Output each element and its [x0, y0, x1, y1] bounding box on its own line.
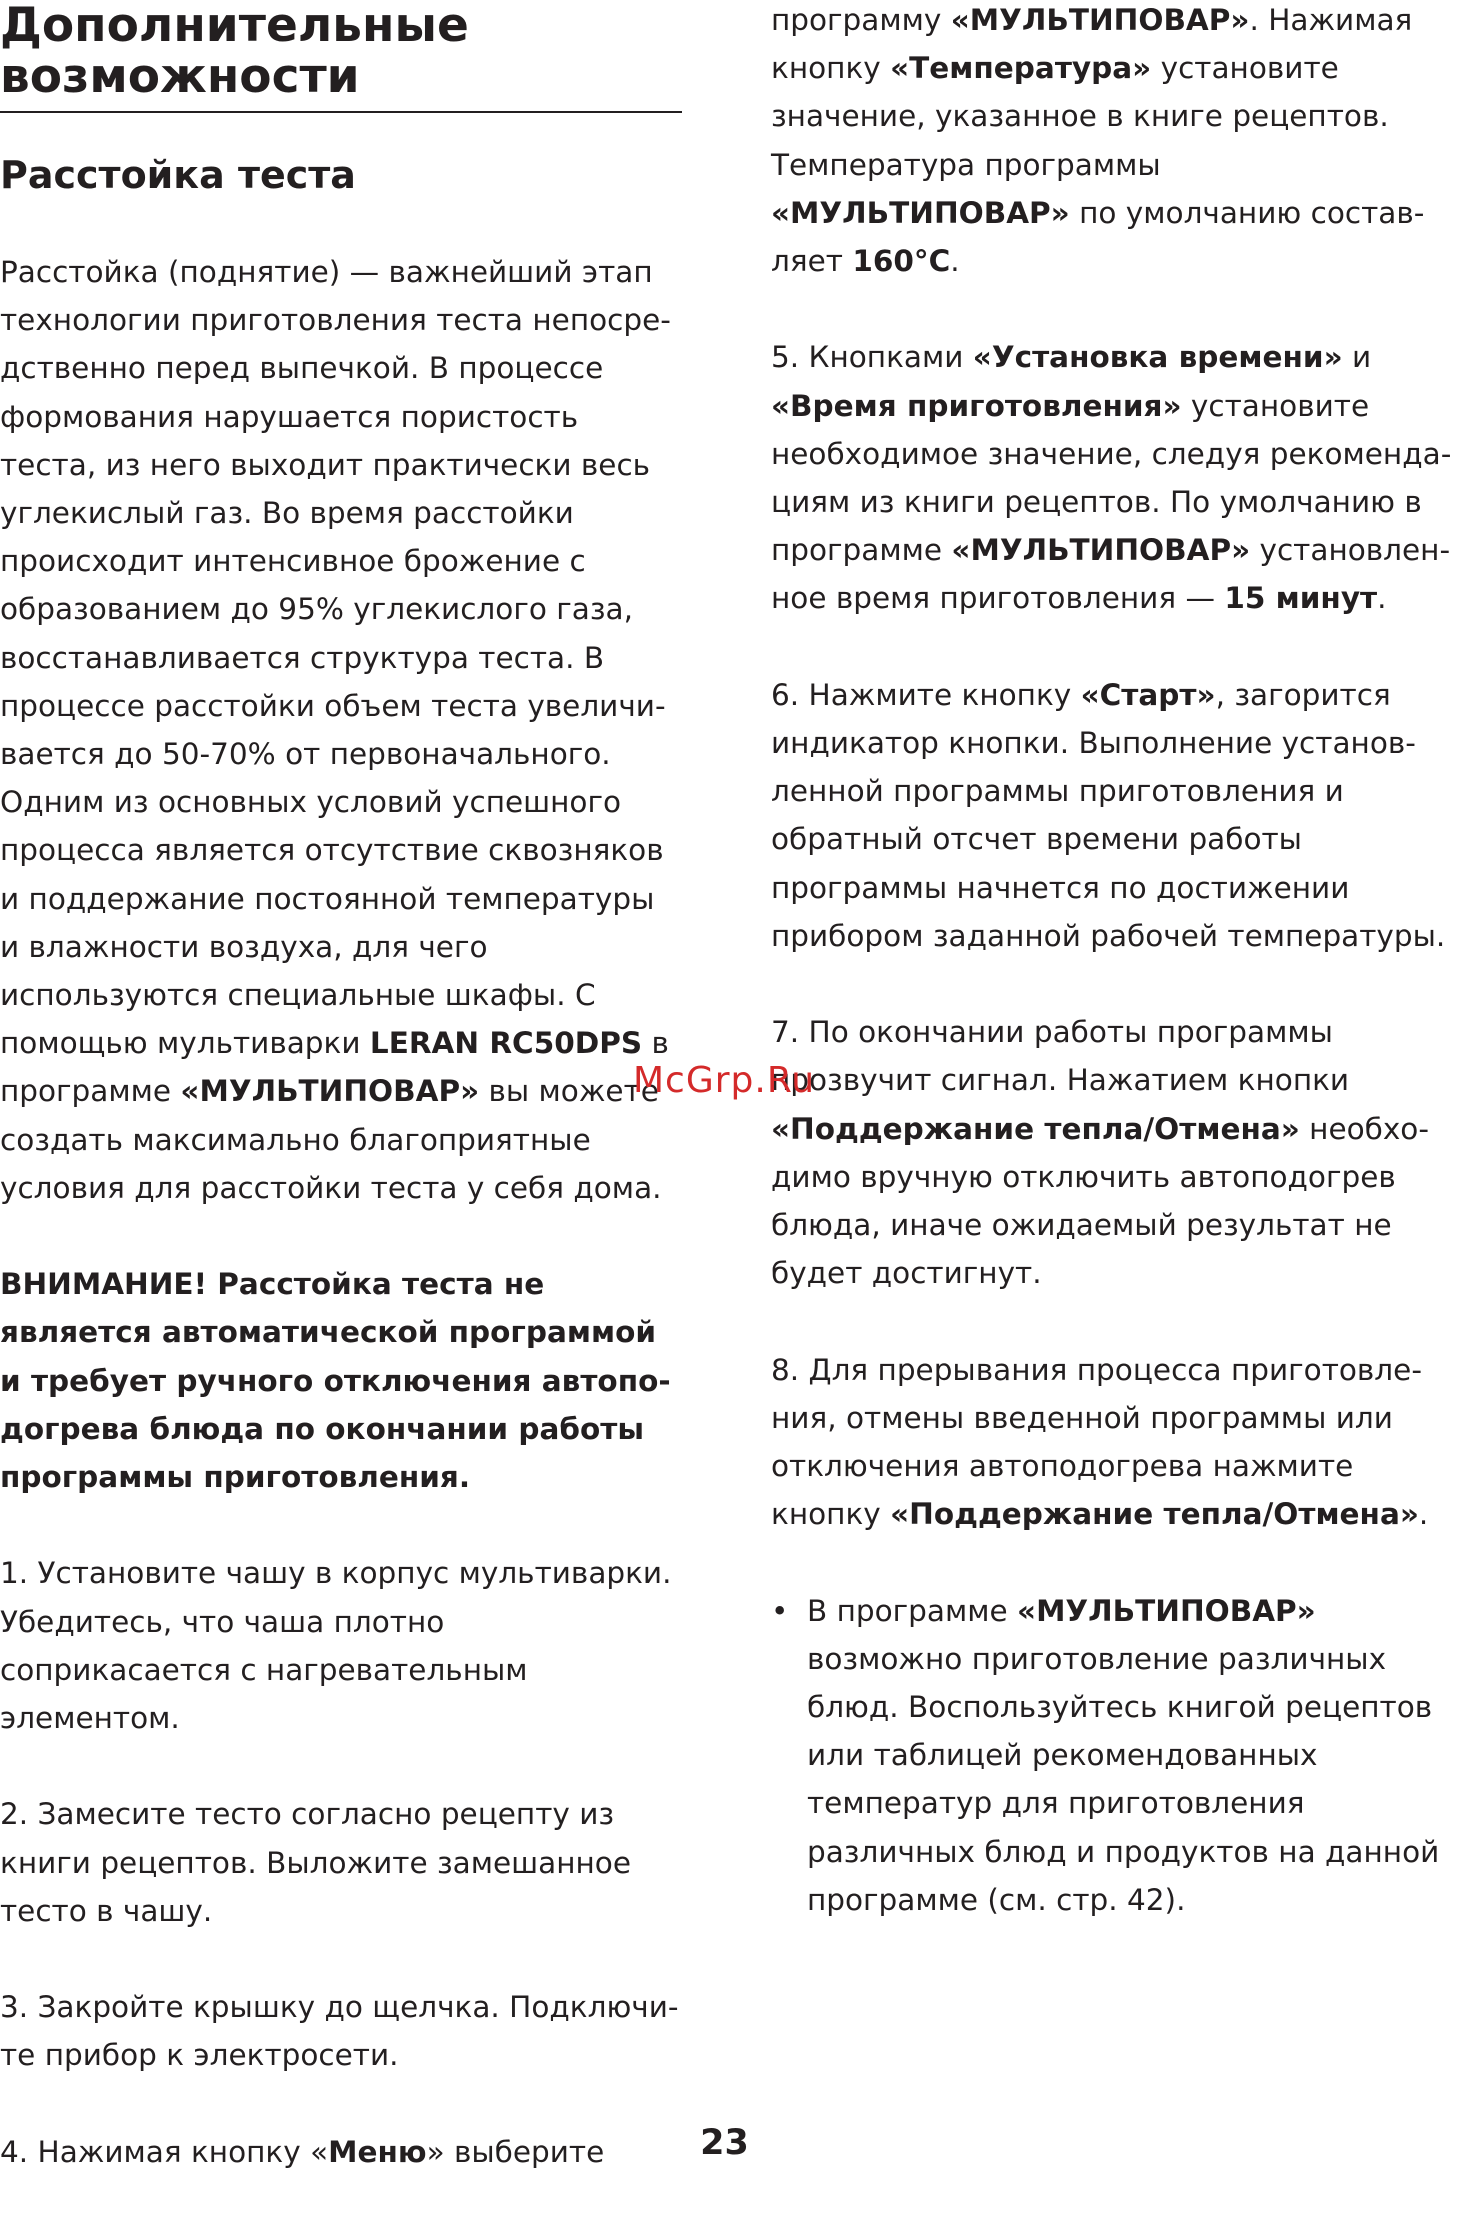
- text-run: В программе: [807, 1593, 1018, 1628]
- page-number: 23: [700, 2123, 749, 2163]
- text-run: вы можете создать максимально благоприятные условия для расстойки теста у себя дома.: [0, 1074, 662, 1205]
- title-line-2: возможности: [0, 49, 360, 104]
- text-run: .: [1418, 1497, 1429, 1532]
- title-line-1: Дополнительные: [0, 0, 469, 53]
- text-run: программу: [771, 3, 951, 37]
- bullet-symbol: •: [771, 1593, 789, 1628]
- text-run: , загорится индикатор кнопки. Выполнение установленной программы приготовления и обратный отсчет времени работы программы начнется по достижении прибором заданной рабочей температуры.: [771, 677, 1446, 953]
- step-7: [771, 1008, 1461, 1297]
- text-run: в программе: [0, 1026, 669, 1109]
- bold-run: «МУЛЬТИПОВАР»: [180, 1074, 480, 1109]
- step-3: 3. Закройте крышку до щелчка. Подключите прибор к электросети.: [0, 1990, 679, 2073]
- step-4-menu-label: Меню: [328, 2134, 427, 2169]
- text-run: Расстойка (поднятие) — важнейший этап технологии приготовления теста непосредственно перед выпечкой. В процессе формования нарушается пористость теста, из него выходит практически весь углекислый газ. Во время расстойки происходит интенсивное брожение с образованием до 95% углекислого газа, восстанавливается структура теста. В процессе расстойки объем теста увеличивается до 50-70% от первоначального. Одним из основных условий успешного процесса является отсутствие сквозняков и поддержание постоянной температуры и влажности воздуха, для чего используются специальные шкафы. С помощью мультиварки: [0, 255, 671, 1061]
- bold-run: «Поддержание тепла/Отмена»: [890, 1497, 1419, 1532]
- right-column: [771, 0, 1461, 1972]
- watermark: McGrp.Ru: [633, 1060, 816, 1101]
- bold-run: «МУЛЬТИПОВАР»: [771, 195, 1070, 230]
- bold-run: «Установка времени»: [972, 340, 1343, 375]
- bullet-note: [771, 1587, 1461, 1924]
- text-run: .: [950, 244, 960, 279]
- bold-run: «МУЛЬТИПОВАР»: [1017, 1593, 1316, 1628]
- step-4-text-c: » выберите: [426, 2134, 605, 2169]
- bold-run: 160°C: [852, 244, 951, 279]
- text-run: 8. Для прерывания процесса приготовления, отмены введенной программы или отключения автоподогрева нажмите кнопку: [771, 1352, 1422, 1532]
- bold-run: LERAN RC50DPS: [369, 1026, 643, 1061]
- title-divider: [0, 111, 682, 113]
- bold-run: «Старт»: [1080, 677, 1216, 712]
- text-run: 5. Кнопками: [771, 340, 973, 375]
- step-4-text-a: 4. Нажимая кнопку «: [0, 2134, 329, 2169]
- step-6: [771, 671, 1461, 960]
- text-run: необходимо вручную отключить автоподогрев блюда, иначе ожидаемый результат не будет достигнут.: [771, 1111, 1430, 1291]
- warning-paragraph: ВНИМАНИЕ! Расстойка теста не является автоматической программой и требует ручного отключения автоподогрева блюда по окончании работы программы приготовления.: [0, 1267, 671, 1495]
- text-run: установленное время приготовления —: [771, 533, 1451, 616]
- text-run: .: [1377, 581, 1387, 616]
- bold-run: «МУЛЬТИПОВАР»: [950, 3, 1250, 37]
- bold-run: «Время приготовления»: [771, 388, 1182, 423]
- left-column: [0, 0, 682, 2224]
- text-run: 7. По окончании работы программы прозвучит сигнал. Нажатием кнопки: [771, 1015, 1350, 1098]
- bold-run: 15 минут: [1224, 581, 1378, 616]
- text-run: 6. Нажмите кнопку: [771, 677, 1081, 712]
- step-2: 2. Замесите тесто согласно рецепту из книги рецептов. Выложите замешанное тесто в чашу.: [0, 1797, 631, 1928]
- bold-run: «МУЛЬТИПОВАР»: [951, 533, 1251, 568]
- text-run: по умолчанию составляет: [771, 195, 1425, 279]
- step-4-continued: [771, 0, 1461, 285]
- text-run: установите необходимое значение, следуя рекомендациям из книги рецептов. По умолчанию в программе: [771, 388, 1452, 568]
- subtitle: Расстойка теста: [0, 153, 356, 197]
- bold-run: «Поддержание тепла/Отмена»: [771, 1111, 1300, 1146]
- step-1: 1. Установите чашу в корпус мультиварки. Убедитесь, что чаша плотно соприкасается с нагревательным элементом.: [0, 1556, 672, 1736]
- section-title: [0, 0, 682, 102]
- intro-paragraph: [0, 248, 682, 1212]
- bullet-text: [807, 1587, 1461, 1924]
- text-run: . Нажимая кнопку: [771, 3, 1413, 86]
- text-run: и: [1342, 340, 1372, 375]
- text-run: установите значение, указанное в книге рецептов. Температура программы: [771, 51, 1389, 182]
- text-run: возможно приготовление различных блюд. Воспользуйтесь книгой рецептов или таблицей рекомендованных температур для приготовления различных блюд и продуктов на данной программе (см. стр. 42).: [807, 1641, 1440, 1917]
- step-5: [771, 333, 1461, 622]
- step-8: [771, 1346, 1461, 1539]
- bold-run: «Температура»: [890, 51, 1152, 86]
